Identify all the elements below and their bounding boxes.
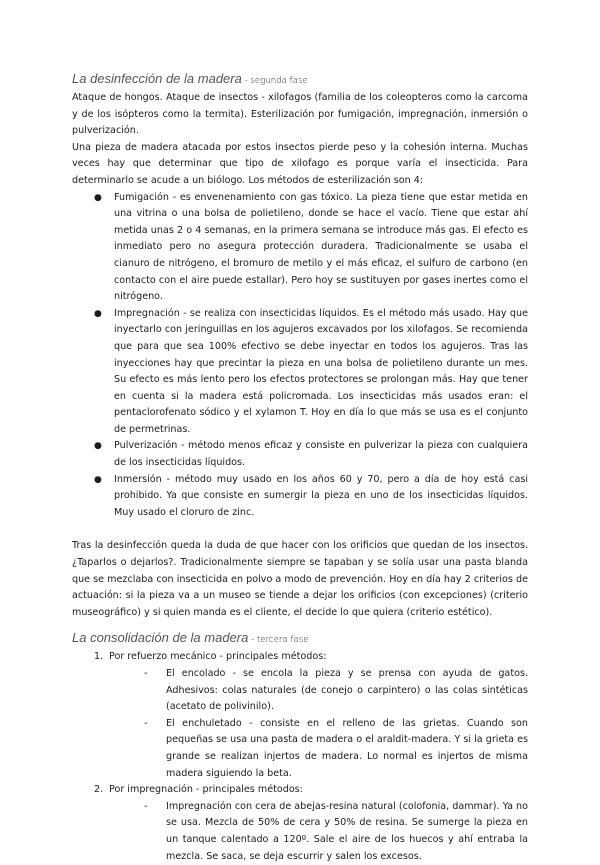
section-heading-desinfeccion	[72, 70, 528, 90]
list-item-label: Por refuerzo mecánico - principales métodos:	[109, 651, 327, 663]
spacer	[72, 621, 528, 629]
list-item-text: Inmersión - método muy usado en los años 60 y 70, pero a día de hoy está casi prohibido. Ya que consiste en sumergir la pieza en uno de los insecticidas líquidos. Muy usado el cloruro de zinc.	[114, 473, 528, 518]
sub-list-item-text: Impregnación con cera de abejas-resina natural (colofonia, dammar). Ya no se usa. Mezcla de 50% de cera y 50% de resina. Se sumerge la pieza en un tanque calentado a 120º. Sale el aire de los huecos y ahí entraba la mezcla. Se saca, se deja escurrir y salen los excesos.	[166, 800, 528, 862]
section-title: La desinfección de la madera	[72, 71, 242, 86]
section-title: La consolidación de la madera	[72, 630, 249, 646]
dash-icon: -	[144, 800, 148, 812]
paragraph: Una pieza de madera atacada por estos insectos pierde peso y la cohesión interna. Muchas veces hay que determinar que tipo de xilofago es porque varía el insecticida. Para determinarlo se acude a un biólogo. Los métodos de esterilización son 4:	[72, 141, 528, 186]
list-item	[94, 472, 528, 522]
list-item	[94, 306, 528, 439]
sub-list	[109, 666, 528, 782]
paragraph: Ataque de hongos. Ataque de insectos - xilofagos (familia de los coleopteros como la carcoma y de los isópteros como la termita). Esterilización por fumigación, impregnación, inmersión o pulverización.	[72, 92, 528, 137]
section-heading-consolidacion	[72, 629, 528, 649]
sub-list-item	[144, 799, 528, 865]
sub-list-item	[144, 716, 528, 782]
sub-list-item-text: El enchuletado - consiste en el relleno de las grietas. Cuando son pequeñas se usa una pasta de madera o el araldit-madera. Y si la grieta es grande se realizan injertos de madera. Lo normal es injertos de misma madera siguiendo la beta.	[166, 717, 528, 779]
spacer	[72, 521, 528, 538]
bullet-icon: ●	[94, 441, 102, 452]
list-item-text: Impregnación - se realiza con insecticidas líquidos. Es el método más usado. Hay que inyectarlo con jeringuillas en los agujeros excavados por los xilofagos. Se recomienda que para que sea 100% efectivo se debe inyectar en todos los agujeros. Tras las inyecciones hay que precintar la pieza en una bolsa de polietileno durante un mes. Su efecto es más lento pero los efectos protectores se prolongan más. Hay que tener en cuenta si la madera está policromada. Los insecticidas más usados eran: el pentaclorofenato sódico y el xylamon T. Hoy en día lo que más se usa es el conjunto de permetrinas.	[114, 307, 528, 435]
bullet-icon: ●	[94, 192, 102, 203]
bullet-icon: ●	[94, 308, 102, 319]
section-phase: - segunda fase	[241, 76, 308, 86]
list-item-text: Pulverización - método menos eficaz y consiste en pulverizar la pieza con cualquiera de los insecticidas líquidos.	[114, 440, 528, 469]
consolidation-methods-list	[72, 649, 528, 865]
bullet-icon: ●	[94, 474, 102, 485]
list-number: 2.	[94, 784, 104, 796]
dash-icon: -	[144, 717, 148, 729]
sub-list	[109, 799, 528, 865]
sub-list-item	[144, 666, 528, 716]
dash-icon: -	[144, 668, 148, 679]
list-item	[94, 649, 528, 782]
list-number: 1.	[94, 651, 104, 663]
list-item	[94, 190, 528, 306]
list-item-text: Fumigación - es envenenamiento con gas tóxico. La pieza tiene que estar metida en una vitrina o una bolsa de polietileno, donde se hace el vacío. Tiene que estar ahí metida unas 2 o 4 semanas, en la primera semana se introduce más gas. El efecto es inmediato pero no asegura protección duradera. Tradicionalmente se usaba el cianuro de nitrógeno, el bromuro de metilo y el más eficaz, el sulfuro de carbono (en contacto con el aire puede estallar). Pero hoy se sustituyen por gases inertes como el nitrógeno.	[114, 191, 528, 303]
list-item	[94, 782, 528, 865]
list-item-label: Por impregnación - principales métodos:	[109, 784, 303, 796]
section-phase: - tercera fase	[248, 635, 309, 646]
paragraph: Tras la desinfección queda la duda de que hacer con los orificios que quedan de los insectos. ¿Taparlos o dejarlos?. Tradicionalmente siempre se tapaban y se solía usar una pasta blanda que se mezclaba con insecticida en polvo a modo de prevención. Hoy en día hay 2 criterios de actuación: si la pieza va a un museo se tiende a dejar los orificios (con excepciones) (criterio museográfico) y si quien manda es el cliente, el decide lo que quiera (criterio estético).	[72, 540, 528, 618]
list-item	[94, 438, 528, 471]
sub-list-item-text: El encolado - se encola la pieza y se prensa con ayuda de gatos. Adhesivos: colas naturales (de conejo o carpintero) o las colas sintéticas (acetato de polivinilo).	[166, 668, 528, 713]
sterilization-methods-list	[72, 190, 528, 522]
